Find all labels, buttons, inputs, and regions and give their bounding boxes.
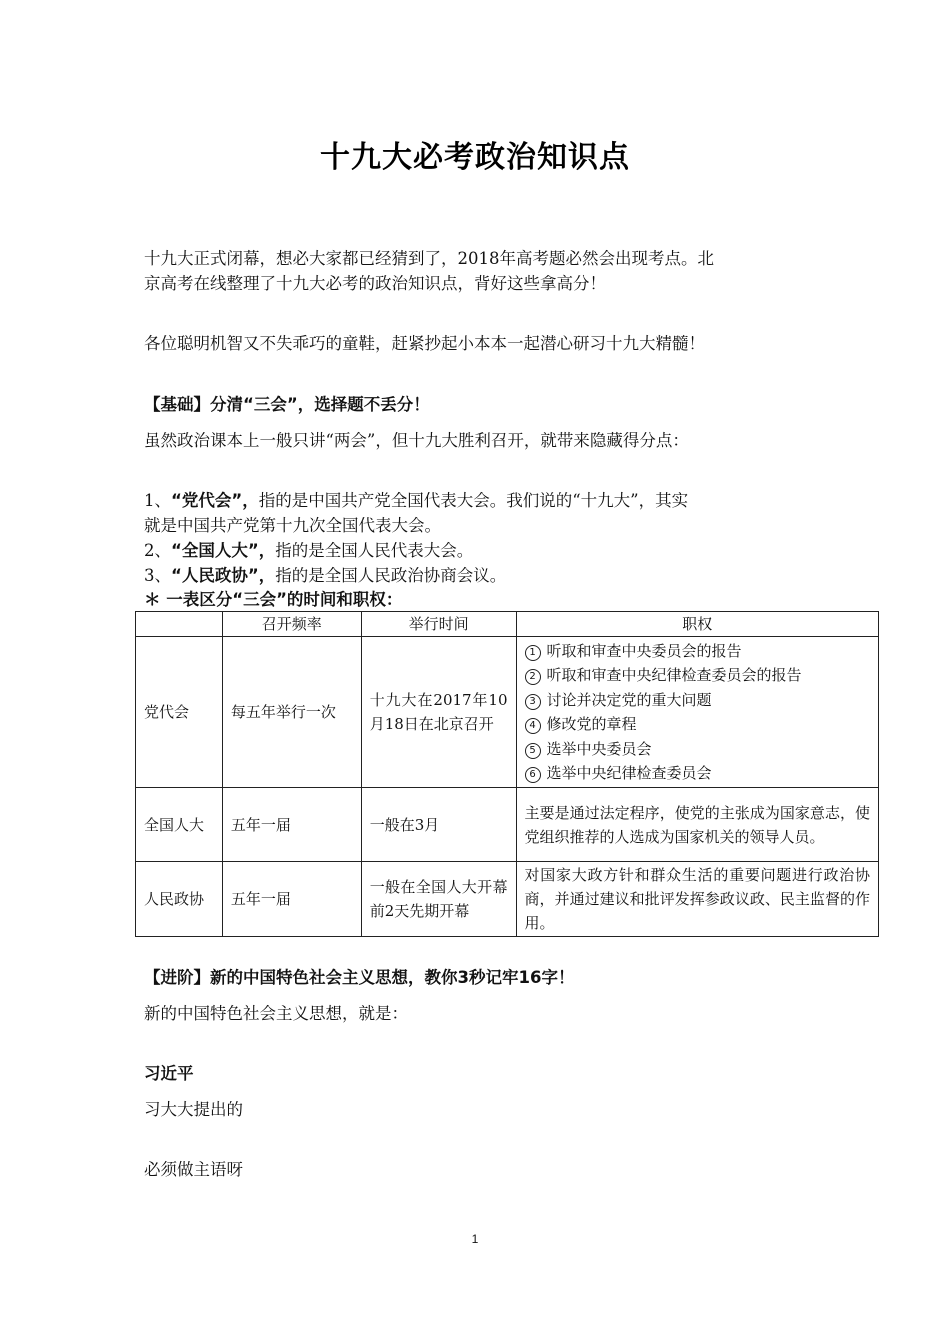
circled-number: 4 [525, 718, 541, 734]
list-item-2 [144, 538, 844, 563]
section1-heading: 【基础】分清“三会”，选择题不丢分！ [144, 395, 430, 414]
table-row [136, 637, 879, 788]
section1-lead: 虽然政治课本上一般只讲“两会”，但十九大胜利召开，就带来隐藏得分点： [144, 431, 689, 450]
list-item-prefix: 2、 [144, 541, 171, 560]
table-header-row [136, 612, 879, 637]
list-item-prefix: 1、 [144, 491, 171, 510]
circled-number: 1 [525, 645, 541, 661]
table-header-cell [136, 612, 223, 637]
table-header-cell: 职权 [516, 612, 878, 637]
meeting-duties [516, 637, 878, 788]
meeting-frequency: 每五年举行一次 [222, 637, 361, 788]
meeting-time: 十九大在2017年10月18日在北京召开 [361, 637, 516, 788]
table-row [136, 862, 879, 937]
intro-paragraph [144, 246, 824, 296]
section2-heading: 【进阶】新的中国特色社会主义思想，教你3秒记牢16字！ [144, 968, 575, 987]
duty-item [525, 639, 870, 664]
table-header-cell: 召开频率 [222, 612, 361, 637]
intro-line-1: 十九大正式闭幕，想必大家都已经猜到了，2018年高考题必然会出现考点。北 [144, 249, 714, 268]
list-item-term: “党代会”， [171, 491, 259, 510]
section2-lead: 新的中国特色社会主义思想，就是： [144, 1004, 408, 1023]
duty-text: 修改党的章程 [546, 715, 637, 733]
meeting-time: 一般在全国人大开幕前2天先期开幕 [361, 862, 516, 937]
intro-line-3: 各位聪明机智又不失乖巧的童鞋，赶紧抄起小本本一起潜心研习十九大精髓！ [144, 334, 705, 353]
duty-text: 听取和审查中央纪律检查委员会的报告 [546, 666, 802, 684]
duty-text: 讨论并决定党的重大问题 [546, 690, 712, 709]
section2-line-1: 习大大提出的 [144, 1100, 243, 1119]
meeting-frequency: 五年一届 [222, 862, 361, 937]
table-caption: ＊ 一表区分“三会”的时间和职权： [144, 590, 403, 609]
list-item-1 [144, 488, 844, 513]
meeting-time: 一般在3月 [361, 788, 516, 862]
duty-item [525, 663, 870, 688]
circled-number: 2 [525, 669, 541, 685]
list-item-1-continued: 就是中国共产党第十九次全国代表大会。 [144, 516, 441, 535]
duty-item [525, 712, 870, 737]
duty-item [525, 737, 870, 762]
list-item-prefix: 3、 [144, 566, 171, 585]
list-item-term: “全国人大”， [171, 541, 276, 560]
meeting-duties: 主要是通过法定程序，使党的主张成为国家意志，使党组织推荐的人选成为国家机关的领导人员。 [516, 788, 878, 862]
list-item-text: 指的是全国人民政治协商会议。 [275, 566, 507, 585]
duty-text: 听取和审查中央委员会的报告 [546, 641, 742, 660]
duty-item [525, 761, 870, 786]
meeting-name: 党代会 [136, 637, 223, 788]
circled-number: 6 [525, 767, 541, 783]
list-item-text: 指的是全国人民代表大会。 [275, 541, 474, 560]
section2-keyword: 习近平 [144, 1064, 194, 1083]
section2-line-2: 必须做主语呀 [144, 1160, 243, 1179]
meeting-name: 人民政协 [136, 862, 223, 937]
meeting-name: 全国人大 [136, 788, 223, 862]
list-item-3 [144, 563, 844, 588]
table-row [136, 788, 879, 862]
table-header-cell: 举行时间 [361, 612, 516, 637]
meeting-duties: 对国家大政方针和群众生活的重要问题进行政治协商，并通过建议和批评发挥参政议政、民主监督的作用。 [516, 862, 878, 937]
page-number: 1 [471, 1232, 479, 1246]
duty-text: 选举中央委员会 [546, 739, 652, 758]
meeting-frequency: 五年一届 [222, 788, 361, 862]
duty-text: 选举中央纪律检查委员会 [546, 764, 712, 782]
list-item-term: “人民政协”， [171, 566, 276, 585]
intro-line-2: 京高考在线整理了十九大必考的政治知识点，背好这些拿高分！ [144, 274, 606, 293]
circled-number: 3 [525, 694, 541, 710]
three-meetings-table [135, 611, 879, 937]
duty-item [525, 688, 870, 713]
circled-number: 5 [525, 743, 541, 759]
list-item-text: 指的是中国共产党全国代表大会。我们说的“十九大”，其实 [258, 491, 689, 510]
document-title: 十九大必考政治知识点 [320, 140, 630, 175]
